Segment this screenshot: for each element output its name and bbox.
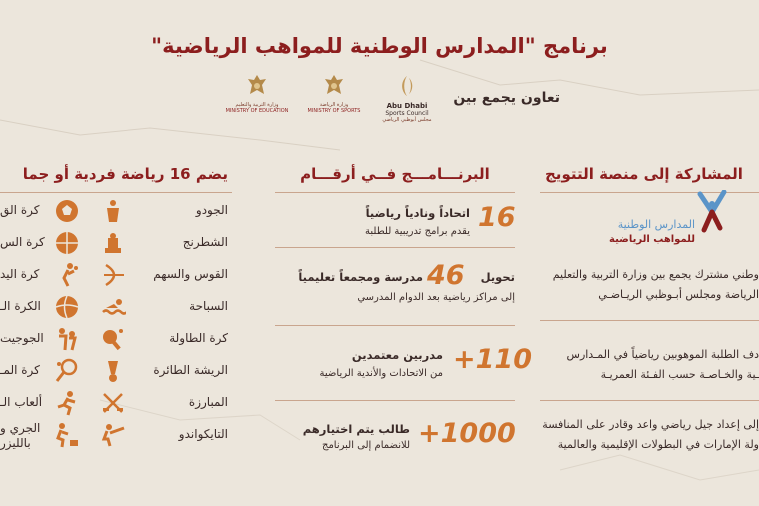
- sport-label: التايكواندو: [178, 427, 228, 441]
- sport-label: الكرة الـ: [0, 299, 41, 313]
- sport-item: [0, 261, 82, 293]
- sport-item: [0, 421, 82, 453]
- divider: [275, 400, 515, 401]
- logo-ministry-of-sports: [299, 74, 369, 128]
- table-tennis-icon: [100, 326, 126, 352]
- heading-rule: [0, 192, 232, 193]
- stat-line1: مدربين معتمدين: [351, 348, 443, 362]
- sport-item: [0, 325, 82, 357]
- stat-number: 46: [427, 260, 465, 291]
- stat-number: 1000+: [418, 418, 516, 449]
- sport-item: [100, 357, 228, 389]
- program-figure-icon: [694, 190, 730, 234]
- stat-number: 110+: [453, 344, 532, 375]
- heading-podium: المشاركة إلى منصة التتويج: [545, 165, 743, 183]
- stat-federations: [275, 200, 515, 260]
- laser-run-icon: [54, 422, 80, 448]
- stat-line2: للانضمام إلى البرنامج: [321, 440, 410, 451]
- description-line: ولة الإمارات في البطولات الإقليمية والعالمية: [557, 438, 759, 451]
- heading-sports: يضم 16 رياضة فردية أو جما: [22, 165, 228, 183]
- volleyball-icon: [54, 294, 80, 320]
- ministry-edu-en: MINISTRY OF EDUCATION: [225, 108, 289, 114]
- sport-label: كرة الس: [0, 235, 45, 249]
- description-line: ـية والخـاصـة حسب الفـئة العمريـة: [600, 368, 759, 381]
- partners-intro: تعاون يجمع بين: [453, 90, 560, 106]
- stat-line2: إلى مراكز رياضية بعد الدوام المدرسي: [357, 292, 515, 303]
- swimming-icon: [100, 294, 126, 320]
- stat-students: [275, 412, 515, 472]
- tennis-icon: [54, 358, 80, 384]
- sport-label: الريشة الطائرة: [153, 363, 228, 377]
- ministry-sports-en: MINISTRY OF SPORTS: [307, 108, 361, 114]
- sport-item: [0, 293, 82, 325]
- adsc-emblem-icon: [396, 74, 418, 98]
- sport-item: [100, 325, 228, 357]
- stat-line2: يقدم برامج تدريبية للطلبة: [365, 226, 470, 237]
- sport-label: السباحة: [189, 299, 228, 313]
- divider: [540, 400, 759, 401]
- description-paragraph: [540, 345, 759, 385]
- sport-item: [0, 229, 82, 261]
- divider: [275, 325, 515, 326]
- adsc-line3: مجلس أبوظبي الرياضي: [382, 117, 432, 123]
- stat-line1: طالب يتم اختيارهم: [302, 422, 410, 436]
- sport-item: [100, 389, 228, 421]
- stat-prefix: تحويل: [480, 270, 515, 284]
- logo-ministry-of-education: [222, 74, 292, 128]
- program-logo-line1: المدارس الوطنية: [617, 218, 695, 231]
- athletics-icon: [54, 390, 80, 416]
- judo-icon: [100, 198, 126, 224]
- stat-schools: [275, 258, 515, 318]
- sport-label: الجري و: [0, 421, 41, 435]
- sport-label: القوس والسهم: [153, 267, 228, 281]
- sport-label: الشطرنج: [182, 235, 228, 249]
- taekwondo-icon: [100, 422, 126, 448]
- sport-item: [100, 261, 228, 293]
- fencing-icon: [100, 390, 126, 416]
- program-logo: [590, 190, 730, 260]
- sport-item: [100, 229, 228, 261]
- divider: [275, 247, 515, 248]
- sport-item: [100, 197, 228, 229]
- sport-label: كرة الق: [0, 203, 40, 217]
- page-title: برنامج "المدارس الوطنية للمواهب الرياضية": [151, 34, 608, 58]
- jiujitsu-icon: [54, 326, 80, 352]
- description-line: إلى إعداد جيل رياضي واعد وقادر على المنافسة: [542, 418, 759, 431]
- description-paragraph: [540, 265, 759, 305]
- sport-item: [0, 197, 82, 229]
- stat-line1: اتحاداً ونادياً رياضياً: [365, 206, 470, 220]
- uae-falcon-emblem-icon: [323, 74, 345, 98]
- sport-label: كرة الطاولة: [169, 331, 228, 345]
- sport-item: [0, 357, 82, 389]
- divider: [540, 320, 759, 321]
- basketball-icon: [54, 230, 80, 256]
- sport-label: المبارزة: [188, 395, 228, 409]
- description-line: وطني مشترك يجمع بين وزارة التربية والتعليم: [552, 268, 759, 281]
- chess-icon: [100, 230, 126, 256]
- sport-label-line2: بالليزر: [0, 436, 31, 450]
- sport-item: [100, 421, 228, 453]
- stat-number: 16: [478, 202, 516, 233]
- archery-icon: [100, 262, 126, 288]
- program-logo-line2: للمواهب الرياضية: [609, 234, 695, 245]
- heading-rule: [275, 192, 515, 193]
- adsc-line1: Abu Dhabi: [386, 102, 428, 110]
- stat-coaches: [275, 338, 532, 398]
- adsc-line2: Sports Council: [385, 110, 429, 117]
- ministry-sports-ar: وزارة الرياضة: [319, 102, 349, 108]
- badminton-icon: [100, 358, 126, 384]
- sport-item: [100, 293, 228, 325]
- sport-label: الجودو: [195, 203, 228, 217]
- ministry-edu-ar: وزارة التربية والتعليم: [235, 102, 279, 108]
- description-line: الرياضة ومجلس أبـوظبي الريـاضـي: [598, 288, 759, 301]
- football-icon: [54, 198, 80, 224]
- sport-label: الجوجيت: [0, 331, 44, 345]
- sport-label: كرة اليد: [0, 267, 40, 281]
- description-line: دف الطلبة الموهوبين رياضياً في المـدارس: [566, 348, 759, 361]
- description-paragraph: [540, 415, 759, 455]
- sport-label: ألعاب الـ: [0, 395, 43, 409]
- stat-line2: من الاتحادات والأندية الرياضية: [319, 368, 443, 379]
- handball-icon: [54, 262, 80, 288]
- sport-item: [0, 389, 82, 421]
- stat-line1: مدرسة ومجمعاً تعليمياً: [298, 270, 423, 284]
- heading-numbers: البرنـــامـــج فــي أرقـــام: [300, 165, 490, 183]
- uae-falcon-emblem-icon: [246, 74, 268, 98]
- logo-abu-dhabi-sports-council: [372, 74, 442, 128]
- sport-label: كرة المـ: [0, 363, 40, 377]
